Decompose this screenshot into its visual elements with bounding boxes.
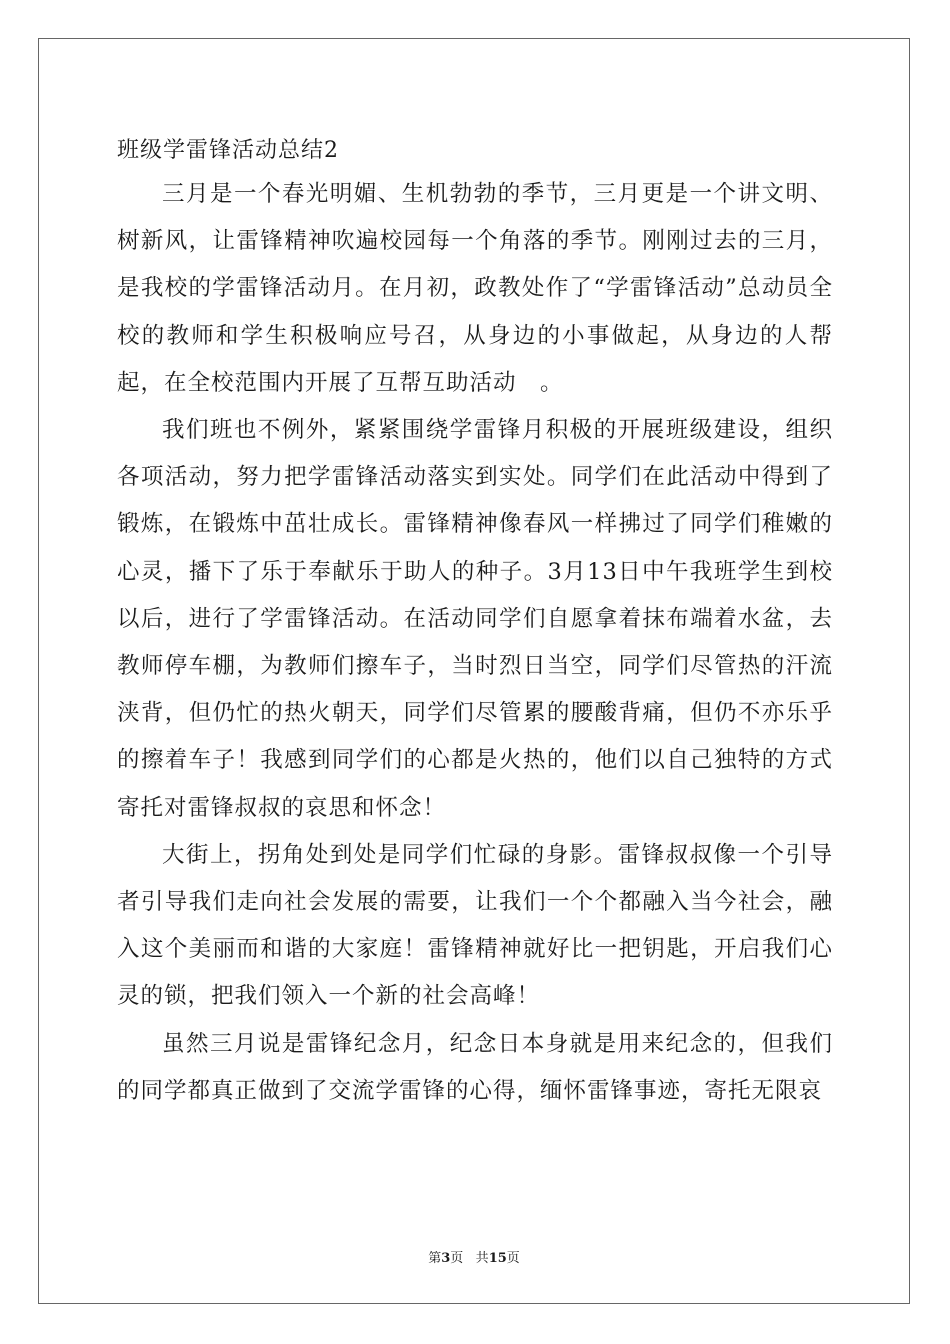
page-suffix: 页 [450,1251,464,1266]
document-body [117,131,833,1115]
page-prefix: 第 [428,1251,442,1266]
paragraph-1: 三月是一个春光明媚、生机勃勃的季节，三月更是一个讲文明、树新风，让雷锋精神吹遍校园每一个角落的季节。刚刚过去的三月，是我校的学雷锋活动月。在月初，政教处作了“学雷锋活动”总动员全校的教师和学生积极响应号召，从身边的小事做起，从身边的人帮起，在全校范围内开展了互帮互助活动 。 [117,181,833,396]
document-title: 班级学雷锋活动总结2 [117,138,339,163]
document-page [38,38,910,1304]
paragraph-2: 我们班也不例外，紧紧围绕学雷锋月积极的开展班级建设，组织各项活动，努力把学雷锋活动落实到实处。同学们在此活动中得到了锻炼，在锻炼中茁壮成长。雷锋精神像春风一样拂过了同学们稚嫩的心灵，播下了乐于奉献乐于助人的种子。3月13日中午我班学生到校以后，进行了学雷锋活动。在活动同学们自愿拿着抹布端着水盆，去教师停车棚，为教师们擦车子，当时烈日当空，同学们尽管热的汗流浃背，但仍忙的热火朝天，同学们尽管累的腰酸背痛，但仍不亦乐乎的擦着车子！我感到同学们的心都是火热的，他们以自己独特的方式寄托对雷锋叔叔的哀思和怀念！ [117,417,833,821]
paragraph-4: 虽然三月说是雷锋纪念月，纪念日本身就是用来纪念的，但我们的同学都真正做到了交流学雷锋的心得，缅怀雷锋事迹，寄托无限哀 [117,1030,833,1104]
total-prefix: 共 [475,1251,489,1266]
total-pages-number: 15 [488,1251,507,1266]
current-page-number: 3 [441,1251,451,1266]
total-suffix: 页 [506,1251,520,1266]
paragraph-3: 大街上，拐角处到处是同学们忙碌的身影。雷锋叔叔像一个引导者引导我们走向社会发展的需要，让我们一个个都融入当今社会，融入这个美丽而和谐的大家庭！雷锋精神就好比一把钥匙，开启我们心灵的锁，把我们领入一个新的社会高峰！ [117,841,833,1010]
page-footer [39,1247,909,1266]
